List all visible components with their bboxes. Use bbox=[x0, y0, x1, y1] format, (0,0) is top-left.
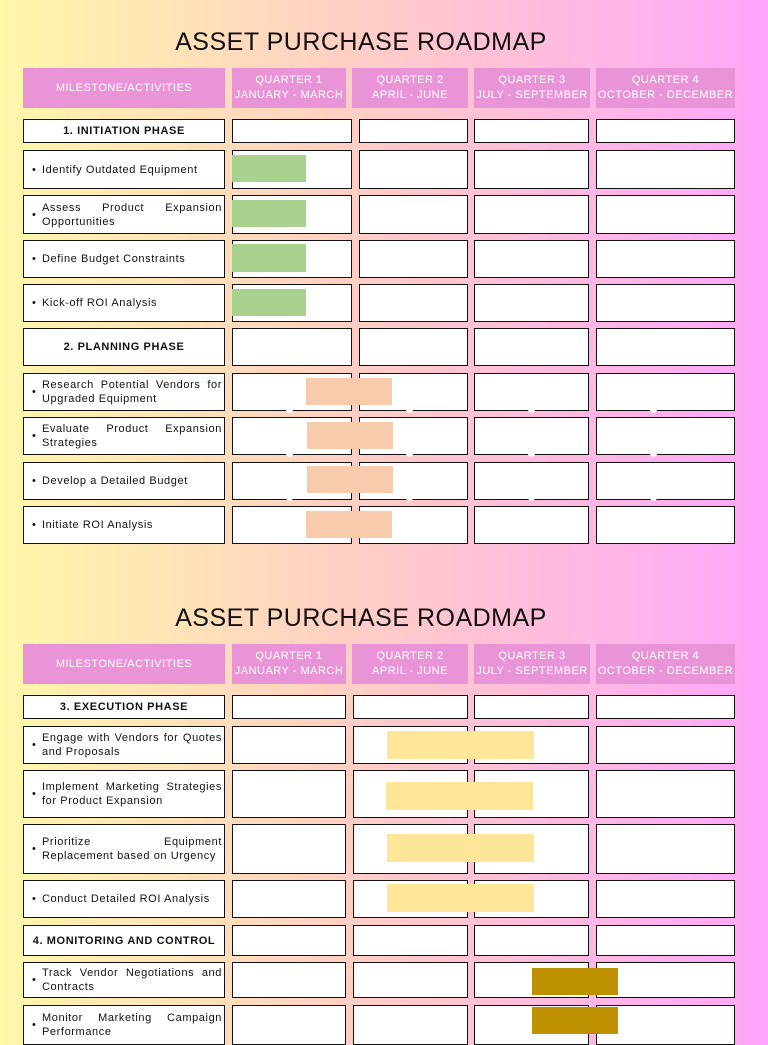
connector-dot bbox=[528, 494, 535, 501]
bullet-icon: • bbox=[32, 519, 37, 531]
timeline-cell bbox=[596, 695, 735, 719]
schedule-bar bbox=[387, 731, 534, 759]
activity-item bbox=[23, 726, 225, 764]
timeline-cell bbox=[232, 925, 346, 956]
schedule-bar bbox=[306, 511, 392, 538]
timeline-cell bbox=[596, 240, 735, 278]
activity-label: Assess Product Expansion Opportunities bbox=[42, 201, 222, 228]
header-quarter-2 bbox=[352, 68, 468, 108]
connector-dot bbox=[528, 450, 535, 457]
activity-label: Evaluate Product Expansion Strategies bbox=[42, 423, 222, 449]
activity-item bbox=[23, 462, 225, 500]
bullet-icon: • bbox=[32, 297, 37, 309]
timeline-cell bbox=[474, 695, 589, 719]
timeline-cell bbox=[596, 770, 735, 818]
connector-dot bbox=[528, 406, 535, 413]
activity-label: Kick-off ROI Analysis bbox=[42, 297, 158, 309]
header-quarter-1 bbox=[232, 68, 346, 108]
timeline-cell bbox=[474, 925, 589, 956]
timeline-cell bbox=[596, 284, 735, 322]
bullet-icon: • bbox=[32, 386, 37, 398]
timeline-cell bbox=[359, 240, 468, 278]
activity-label: Develop a Detailed Budget bbox=[42, 475, 188, 487]
timeline-cell bbox=[596, 462, 735, 500]
bullet-icon: • bbox=[32, 974, 37, 986]
quarter-months: OCTOBER - DECEMBER bbox=[597, 89, 734, 101]
connector-dot bbox=[406, 494, 413, 501]
timeline-cell bbox=[474, 119, 589, 143]
activity-label: Initiate ROI Analysis bbox=[42, 519, 154, 531]
timeline-cell bbox=[596, 150, 735, 189]
timeline-cell bbox=[359, 284, 468, 322]
activity-item bbox=[23, 506, 225, 544]
schedule-bar bbox=[532, 968, 618, 995]
timeline-cell bbox=[474, 150, 589, 189]
timeline-cell bbox=[232, 962, 346, 998]
connector-dot bbox=[286, 450, 293, 457]
phase-title: 4. MONITORING AND CONTROL bbox=[23, 925, 225, 956]
quarter-name: QUARTER 3 bbox=[498, 74, 566, 86]
timeline-cell bbox=[596, 506, 735, 544]
schedule-bar bbox=[387, 834, 534, 862]
quarter-name: QUARTER 2 bbox=[376, 74, 444, 86]
connector-dot bbox=[650, 450, 657, 457]
activity-label: Define Budget Constraints bbox=[42, 253, 186, 265]
phase-title: 2. PLANNING PHASE bbox=[23, 328, 225, 366]
phase-title: 3. EXECUTION PHASE bbox=[23, 695, 225, 719]
activity-label: Identify Outdated Equipment bbox=[42, 163, 198, 176]
quarter-name: QUARTER 4 bbox=[631, 650, 700, 662]
quarter-months: OCTOBER - DECEMBER bbox=[597, 665, 734, 677]
quarter-months: JANUARY - MARCH bbox=[234, 89, 344, 101]
schedule-bar bbox=[306, 378, 392, 405]
timeline-cell bbox=[596, 119, 735, 143]
timeline-cell bbox=[596, 726, 735, 764]
schedule-bar bbox=[532, 1007, 618, 1034]
timeline-cell bbox=[232, 726, 346, 764]
timeline-cell bbox=[232, 119, 352, 143]
bullet-icon: • bbox=[32, 893, 37, 905]
connector-dot bbox=[286, 406, 293, 413]
activity-label: Track Vendor Negotiations and Contracts bbox=[42, 967, 222, 993]
timeline-cell bbox=[596, 328, 735, 366]
header-quarter-1 bbox=[232, 644, 346, 684]
schedule-bar bbox=[232, 200, 306, 227]
quarter-name: QUARTER 4 bbox=[631, 74, 700, 86]
schedule-bar bbox=[307, 466, 393, 493]
timeline-cell bbox=[232, 695, 346, 719]
timeline-cell bbox=[232, 824, 346, 874]
bullet-icon: • bbox=[32, 430, 37, 442]
activity-label: Engage with Vendors for Quotes and Proposals bbox=[42, 732, 222, 758]
activity-item bbox=[23, 880, 225, 918]
timeline-cell bbox=[359, 119, 468, 143]
timeline-cell bbox=[232, 770, 346, 818]
phase-title: 1. INITIATION PHASE bbox=[23, 119, 225, 143]
quarter-months: JULY - SEPTEMBER bbox=[476, 665, 588, 677]
schedule-bar bbox=[386, 782, 533, 810]
timeline-cell bbox=[474, 195, 589, 234]
activity-item bbox=[23, 962, 225, 998]
timeline-cell bbox=[596, 417, 735, 455]
connector-dot bbox=[286, 494, 293, 501]
activity-item bbox=[23, 240, 225, 278]
timeline-cell bbox=[232, 328, 352, 366]
activity-label: Research Potential Vendors for Upgraded Equipment bbox=[42, 379, 222, 405]
connector-dot bbox=[406, 406, 413, 413]
bullet-icon: • bbox=[32, 788, 37, 800]
quarter-months: JANUARY - MARCH bbox=[234, 665, 344, 677]
connector-dot bbox=[406, 450, 413, 457]
header-quarter-2 bbox=[352, 644, 468, 684]
activity-item bbox=[23, 284, 225, 322]
schedule-bar bbox=[232, 289, 306, 316]
activity-item bbox=[23, 824, 225, 874]
timeline-cell bbox=[596, 880, 735, 918]
timeline-cell bbox=[359, 150, 468, 189]
timeline-cell bbox=[359, 328, 468, 366]
timeline-cell bbox=[474, 506, 589, 544]
schedule-bar bbox=[307, 422, 393, 449]
header-quarter-4 bbox=[596, 68, 735, 108]
quarter-name: QUARTER 1 bbox=[255, 74, 323, 86]
timeline-cell bbox=[596, 824, 735, 874]
page-title: ASSET PURCHASE ROADMAP bbox=[175, 28, 547, 56]
activity-item bbox=[23, 195, 225, 234]
bullet-icon: • bbox=[32, 475, 37, 487]
timeline-cell bbox=[596, 373, 735, 411]
activity-item bbox=[23, 1005, 225, 1045]
connector-dot bbox=[650, 406, 657, 413]
activity-label: Implement Marketing Strategies for Product Expansion bbox=[42, 781, 222, 807]
timeline-cell bbox=[359, 195, 468, 234]
activity-item bbox=[23, 150, 225, 189]
quarter-months: JULY - SEPTEMBER bbox=[476, 89, 588, 101]
schedule-bar bbox=[232, 244, 306, 272]
activity-item bbox=[23, 770, 225, 818]
bullet-icon: • bbox=[32, 253, 37, 265]
timeline-cell bbox=[474, 240, 589, 278]
timeline-cell bbox=[232, 1005, 346, 1045]
timeline-cell bbox=[353, 962, 468, 998]
activity-label: Conduct Detailed ROI Analysis bbox=[42, 893, 210, 905]
timeline-cell bbox=[353, 695, 468, 719]
timeline-cell bbox=[474, 328, 589, 366]
header-quarter-3 bbox=[474, 68, 590, 108]
header-quarter-4 bbox=[596, 644, 735, 684]
timeline-cell bbox=[474, 284, 589, 322]
activity-label: Prioritize Equipment Replacement based on Urgency bbox=[42, 836, 222, 862]
quarter-name: QUARTER 1 bbox=[255, 650, 323, 662]
bullet-icon: • bbox=[32, 739, 37, 751]
activity-label: Monitor Marketing Campaign Performance bbox=[42, 1012, 222, 1038]
timeline-cell bbox=[596, 195, 735, 234]
page-title-second: ASSET PURCHASE ROADMAP bbox=[175, 604, 547, 632]
quarter-months: APRIL - JUNE bbox=[372, 665, 448, 677]
bullet-icon: • bbox=[32, 843, 37, 855]
header-quarter-3 bbox=[474, 644, 590, 684]
header-milestone: MILESTONE/ACTIVITIES bbox=[23, 68, 225, 108]
activity-item bbox=[23, 417, 225, 455]
timeline-cell bbox=[596, 925, 735, 956]
quarter-name: QUARTER 2 bbox=[376, 650, 444, 662]
header-milestone: MILESTONE/ACTIVITIES bbox=[23, 644, 225, 684]
bullet-icon: • bbox=[32, 163, 37, 176]
quarter-name: QUARTER 3 bbox=[498, 650, 566, 662]
schedule-bar bbox=[387, 884, 534, 912]
connector-dot bbox=[650, 494, 657, 501]
bullet-icon: • bbox=[32, 208, 37, 221]
timeline-cell bbox=[232, 880, 346, 918]
timeline-cell bbox=[353, 925, 468, 956]
bullet-icon: • bbox=[32, 1019, 37, 1031]
schedule-bar bbox=[232, 155, 306, 182]
quarter-months: APRIL - JUNE bbox=[372, 89, 448, 101]
timeline-cell bbox=[353, 1005, 468, 1045]
activity-item bbox=[23, 373, 225, 411]
